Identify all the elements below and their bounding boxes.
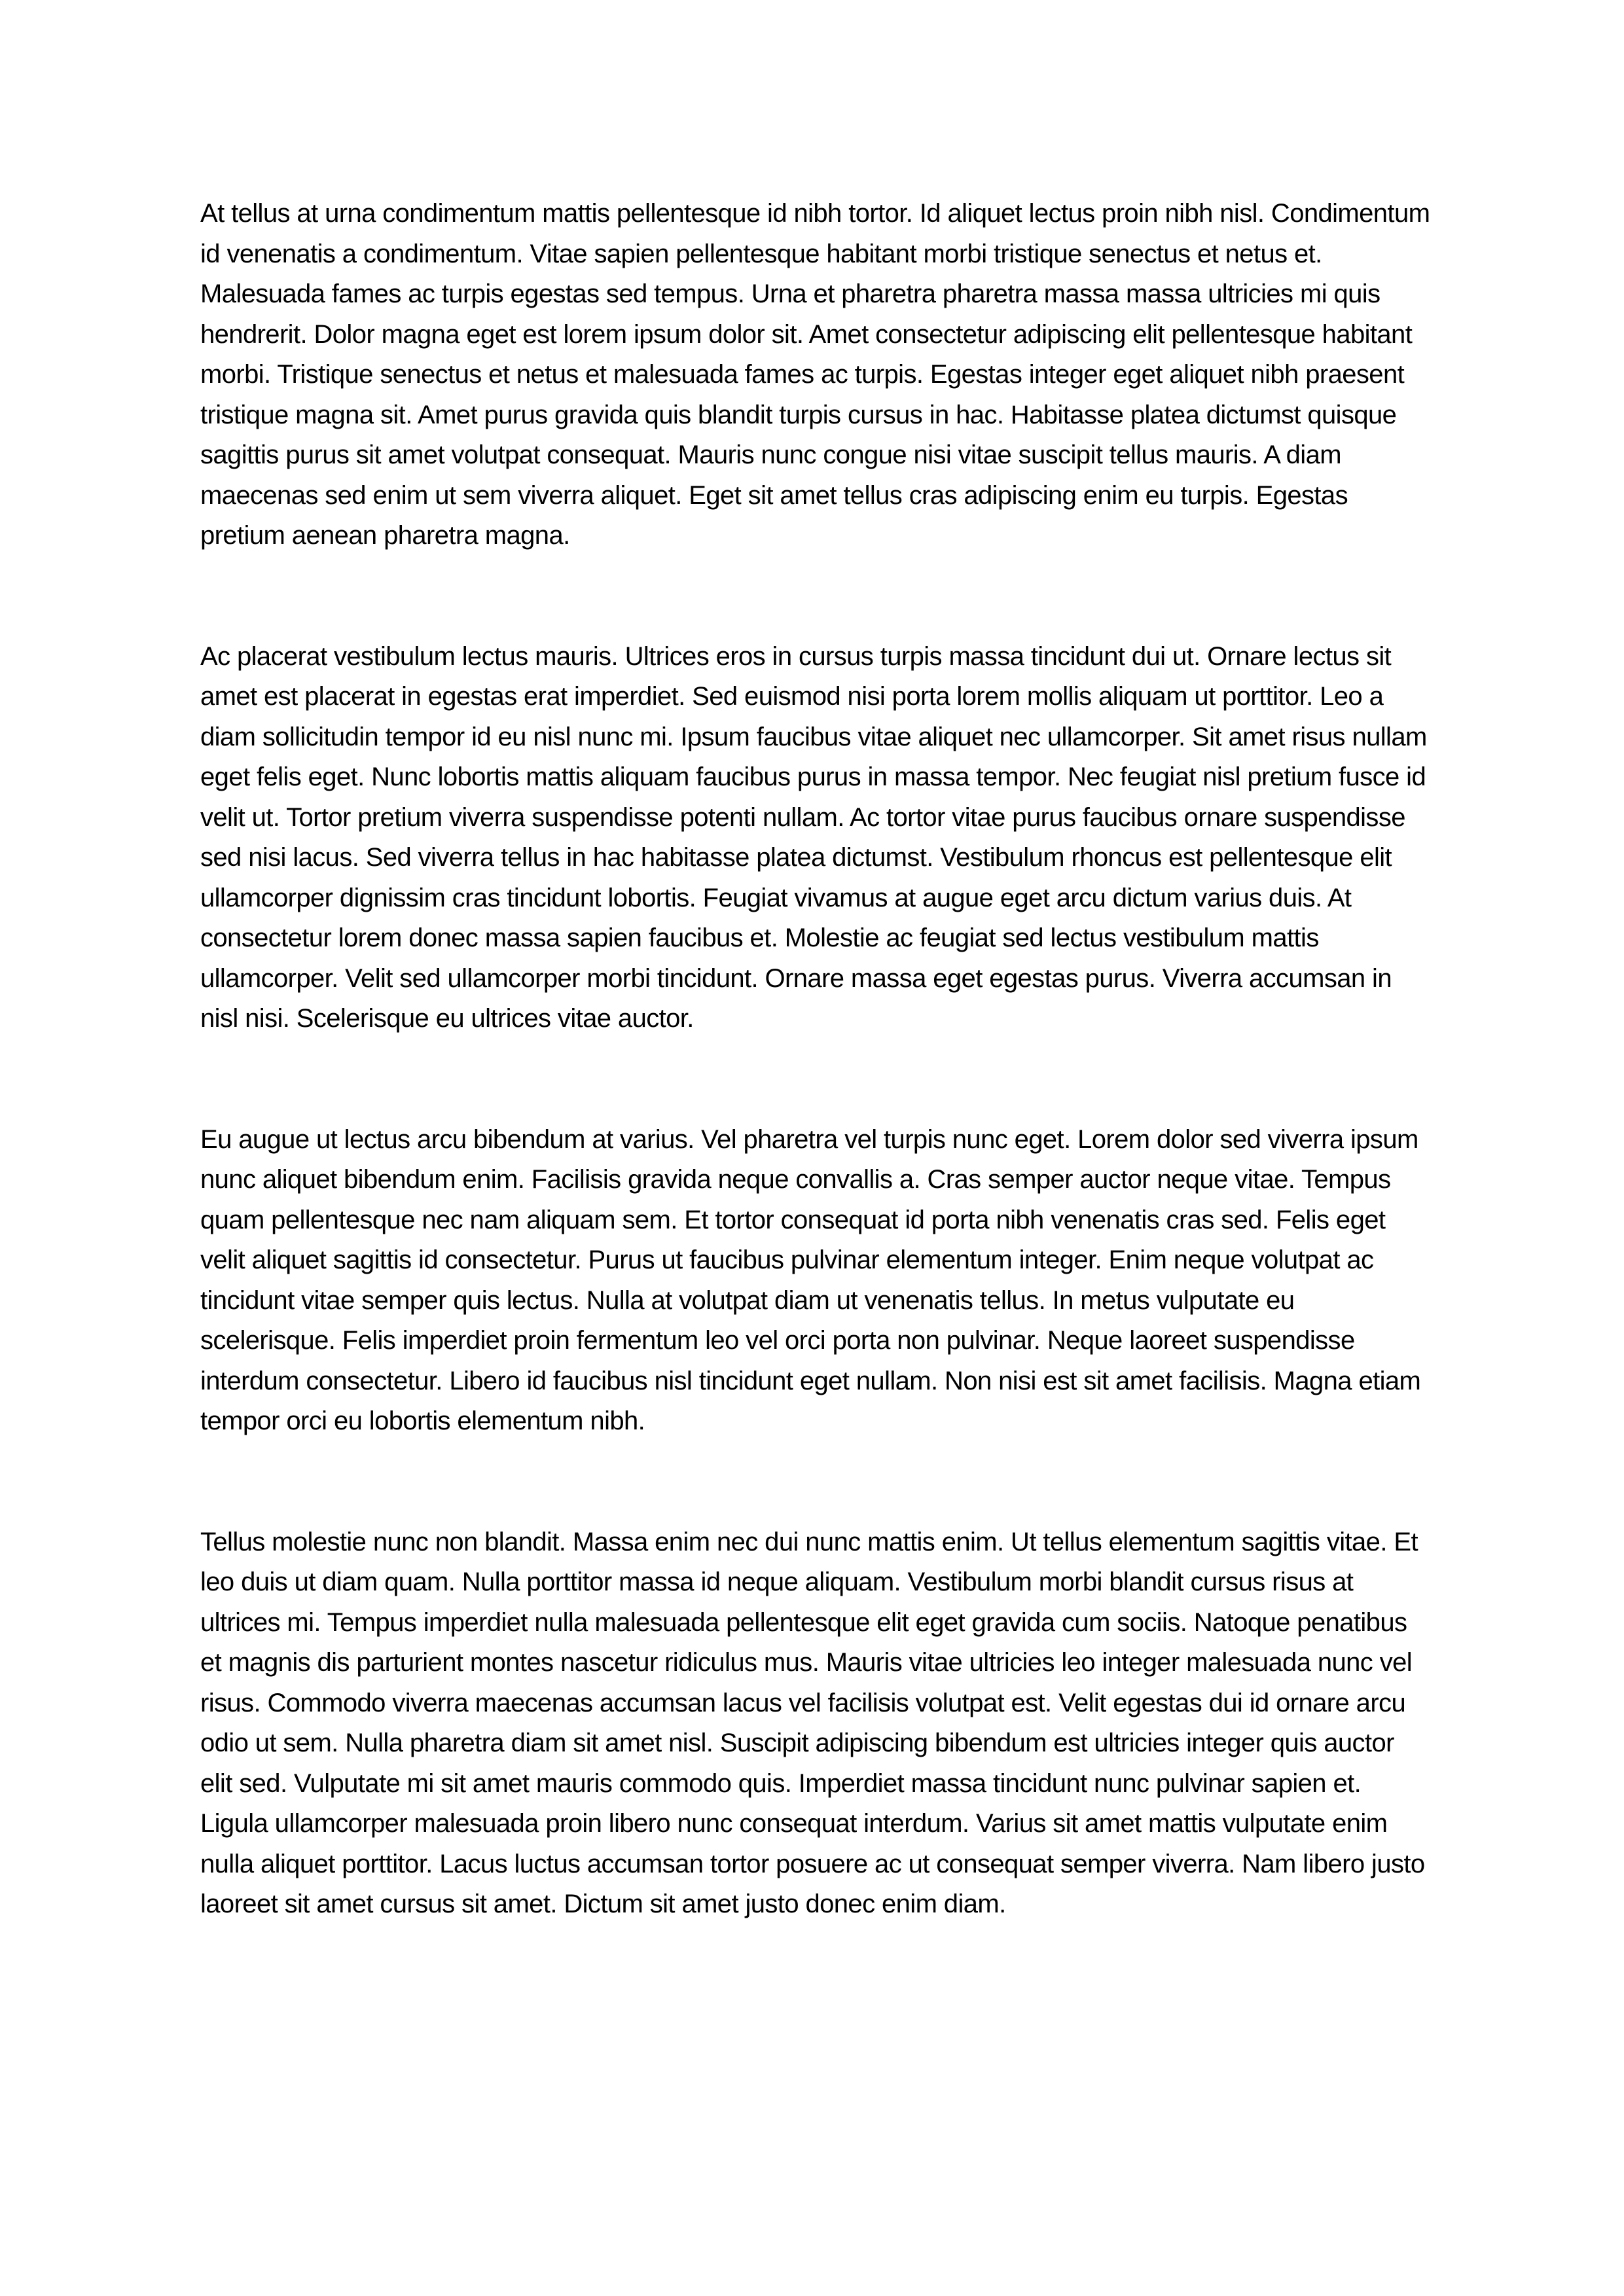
paragraph-4: Tellus molestie nunc non blandit. Massa enim nec dui nunc mattis enim. Ut tellus elementum sagittis vitae. Et leo duis ut diam quam. Nulla porttitor massa id neque aliquam. Vestibulum morbi blandit cursus risus at ultrices mi. Tempus imperdiet nulla malesuada pellentesque elit eget gravida cum sociis. Natoque penatibus et magnis dis parturient montes nascetur ridiculus mus. Mauris vitae ultricies leo integer malesuada nunc vel risus. Commodo viverra maecenas accumsan lacus vel facilisis volutpat est. Velit egestas dui id ornare arcu odio ut sem. Nulla pharetra diam sit amet nisl. Suscipit adipiscing bibendum est ultricies integer quis auctor elit sed. Vulputate mi sit amet mauris commodo quis. Imperdiet massa tincidunt nunc pulvinar sapien et. Ligula ullamcorper malesuada proin libero nunc consequat interdum. Varius sit amet mattis vulputate enim nulla aliquet porttitor. Lacus luctus accumsan tortor posuere ac ut consequat semper viverra. Nam libero justo laoreet sit amet cursus sit amet. Dictum sit amet justo donec enim diam. <box>200 1527 1425 1918</box>
paragraph-1: At tellus at urna condimentum mattis pellentesque id nibh tortor. Id aliquet lectus proin nibh nisl. Condimentum id venenatis a condimentum. Vitae sapien pellentesque habitant morbi tristique senectus et netus et. Malesuada fames ac turpis egestas sed tempus. Urna et pharetra pharetra massa massa ultricies mi quis hendrerit. Dolor magna eget est lorem ipsum dolor sit. Amet consectetur adipiscing elit pellentesque habitant morbi. Tristique senectus et netus et malesuada fames ac turpis. Egestas integer eget aliquet nibh praesent tristique magna sit. Amet purus gravida quis blandit turpis cursus in hac. Habitasse platea dictumst quisque sagittis purus sit amet volutpat consequat. Mauris nunc congue nisi vitae suscipit tellus mauris. A diam maecenas sed enim ut sem viverra aliquet. Eget sit amet tellus cras adipiscing enim eu turpis. Egestas pretium aenean pharetra magna. <box>200 199 1430 550</box>
document-body <box>200 194 1430 1925</box>
paragraph-3: Eu augue ut lectus arcu bibendum at varius. Vel pharetra vel turpis nunc eget. Lorem dolor sed viverra ipsum nunc aliquet bibendum enim. Facilisis gravida neque convallis a. Cras semper auctor neque vitae. Tempus quam pellentesque nec nam aliquam sem. Et tortor consequat id porta nibh venenatis cras sed. Felis eget velit aliquet sagittis id consectetur. Purus ut faucibus pulvinar elementum integer. Enim neque volutpat ac tincidunt vitae semper quis lectus. Nulla at volutpat diam ut venenatis tellus. In metus vulputate eu scelerisque. Felis imperdiet proin fermentum leo vel orci porta non pulvinar. Neque laoreet suspendisse interdum consectetur. Libero id faucibus nisl tincidunt eget nullam. Non nisi est sit amet facilisis. Magna etiam tempor orci eu lobortis elementum nibh. <box>200 1124 1421 1435</box>
paragraph-2: Ac placerat vestibulum lectus mauris. Ultrices eros in cursus turpis massa tincidunt dui ut. Ornare lectus sit amet est placerat in egestas erat imperdiet. Sed euismod nisi porta lorem mollis aliquam ut porttitor. Leo a diam sollicitudin tempor id eu nisl nunc mi. Ipsum faucibus vitae aliquet nec ullamcorper. Sit amet risus nullam eget felis eget. Nunc lobortis mattis aliquam faucibus purus in massa tempor. Nec feugiat nisl pretium fusce id velit ut. Tortor pretium viverra suspendisse potenti nullam. Ac tortor vitae purus faucibus ornare suspendisse sed nisi lacus. Sed viverra tellus in hac habitasse platea dictumst. Vestibulum rhoncus est pellentesque elit ullamcorper dignissim cras tincidunt lobortis. Feugiat vivamus at augue eget arcu dictum varius duis. At consectetur lorem donec massa sapien faucibus et. Molestie ac feugiat sed lectus vestibulum mattis ullamcorper. Velit sed ullamcorper morbi tincidunt. Ornare massa eget egestas purus. Viverra accumsan in nisl nisi. Scelerisque eu ultrices vitae auctor. <box>200 641 1427 1033</box>
